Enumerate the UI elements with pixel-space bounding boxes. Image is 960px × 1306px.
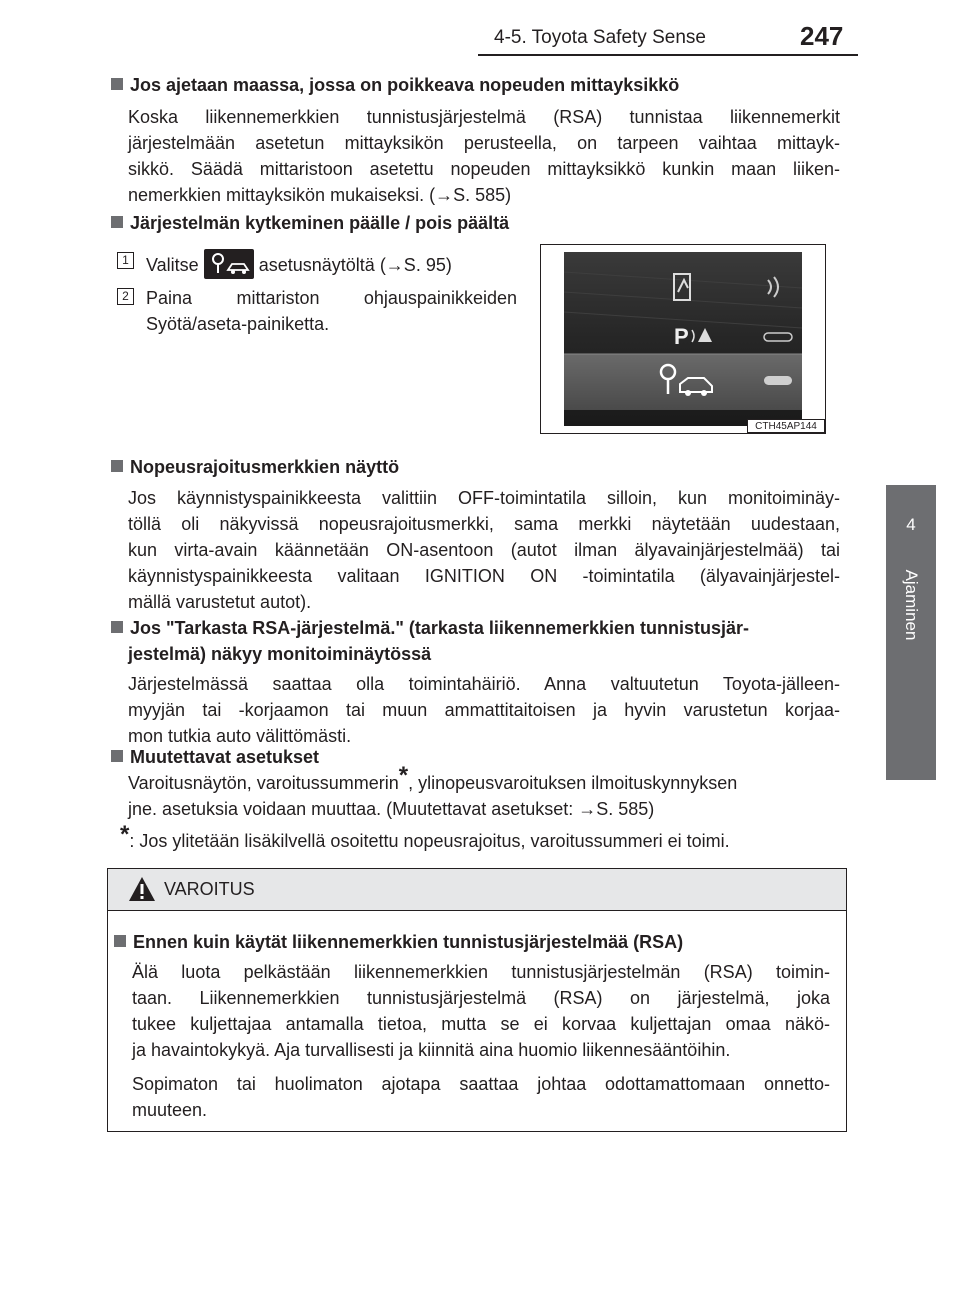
multi-info-display-image	[564, 252, 802, 426]
section-title: 4-5. Toyota Safety Sense	[494, 27, 706, 48]
warning-header	[108, 869, 846, 911]
para-speed-unit-2: järjestelmään asetetun mittayksikön perusteella, on tarpeen vaihtaa mittayk-	[128, 133, 840, 153]
para-speed-unit-3: sikkö. Säädä mittaristoon asetettu nopeuden mittayksikkö kunkin maan liiken-	[128, 159, 840, 179]
heading-customizable-settings: Muutettavat asetukset	[111, 744, 319, 770]
warning-title: VAROITUS	[164, 879, 255, 899]
para-check-rsa-2: myyjän tai -korjaamon tai muun ammattitaitoisen ja hyvin varustetun korjaa-	[128, 700, 840, 720]
para-sign-display-5: mällä varustetut autot).	[128, 592, 312, 612]
warning-box	[107, 868, 847, 1132]
warning-p2-1: Sopimaton tai huolimaton ajotapa saattaa johtaa odottamattomaan onnetto-	[132, 1074, 830, 1094]
chapter-number: 4	[906, 515, 916, 534]
para-settings-1: Varoitusnäytön, varoitussummerin*, ylinopeusvaroituksen ilmoituskynnyksen	[128, 762, 738, 793]
heading-check-rsa-1: Jos "Tarkasta RSA-järjestelmä." (tarkasta liikennemerkkien tunnistusjär-	[111, 615, 749, 641]
heading-speed-sign-display: Nopeusrajoitusmerkkien näyttö	[111, 454, 399, 480]
para-speed-unit-1: Koska liikennemerkkien tunnistusjärjestelmä (RSA) tunnistaa liikennemerkit	[128, 107, 840, 127]
heading-speed-unit: Jos ajetaan maassa, jossa on poikkeava nopeuden mittayksikkö	[111, 72, 679, 98]
warning-p1-4: ja havaintokykyä. Aja turvallisesti ja kiinnitä aina huomio liikennesääntöihin.	[132, 1040, 731, 1060]
para-settings-2: jne. asetuksia voidaan muuttaa. (Muutettavat asetukset: →S. 585)	[128, 799, 655, 819]
bullet-square-icon	[111, 460, 123, 472]
warning-p2-2: muuteen.	[132, 1100, 208, 1120]
para-check-rsa-1: Järjestelmässä saattaa olla toimintahäiriö. Anna valtuutetun Toyota-jälleen-	[128, 674, 840, 694]
para-sign-display-4: käynnistyspainikkeesta valitaan IGNITION ON -toimintatila (älyavainjärjestel-	[128, 566, 840, 586]
para-sign-display-2: töllä oli näkyvissä nopeusrajoitusmerkki, sama merkki näytetään uudestaan,	[128, 514, 840, 534]
photo-caption-code: CTH45AP144	[747, 419, 825, 433]
chapter-side-tab	[886, 485, 936, 780]
para-speed-unit-4: nemerkkien mittayksikön mukaiseksi. (→S. 585)	[128, 185, 512, 205]
para-check-rsa-3: mon tutkia auto välittömästi.	[128, 726, 352, 746]
heading-check-rsa-2: jestelmä) näkyy monitoiminäytössä	[128, 644, 432, 664]
header-rule	[478, 54, 858, 56]
warning-p1-1: Älä luota pelkästään liikennemerkkien tunnistusjärjestelmän (RSA) toimin-	[132, 962, 830, 982]
svg-text:P: P	[674, 324, 689, 349]
step-2-text-2: Syötä/aseta-painiketta.	[146, 314, 330, 334]
warning-p1-2: taan. Liikennemerkkien tunnistusjärjestelmä (RSA) on järjestelmä, joka	[132, 988, 830, 1008]
para-sign-display-1: Jos käynnistyspainikkeesta valittiin OFF-toimintatila silloin, kun monitoiminäy-	[128, 488, 840, 508]
warning-triangle-icon	[128, 876, 156, 902]
rsa-settings-icon	[204, 249, 254, 279]
bullet-square-icon	[111, 621, 123, 633]
warning-p1-3: tukee kuljettajaa antamalla tietoa, mutta se ei korvaa kuljettajan omaa näkö-	[132, 1014, 830, 1034]
bullet-square-icon	[111, 78, 123, 90]
step-number-2: 2	[117, 288, 134, 305]
page-number: 247	[800, 21, 844, 51]
heading-on-off: Järjestelmän kytkeminen päälle / pois päältä	[111, 210, 509, 236]
bullet-square-icon	[111, 216, 123, 228]
para-sign-display-3: kun virta-avain käännetään ON-asentoon (autot ilman älyavainjärjestelmää) tai	[128, 540, 840, 560]
step-1-text: Valitse asetusnäytöltä (→S. 95)	[146, 249, 452, 279]
bullet-square-icon	[111, 750, 123, 762]
display-photo	[540, 244, 826, 434]
chapter-label: Ajaminen	[902, 569, 921, 641]
step-number-1: 1	[117, 252, 134, 269]
step-2-text-1: Paina mittariston ohjauspainikkeiden	[146, 288, 517, 308]
warning-heading: Ennen kuin käytät liikennemerkkien tunnistusjärjestelmää (RSA)	[114, 929, 683, 955]
bullet-square-icon	[114, 935, 126, 947]
footnote: *: Jos ylitetään lisäkilvellä osoitettu nopeusrajoitus, varoitussummeri ei toimi.	[120, 821, 730, 851]
